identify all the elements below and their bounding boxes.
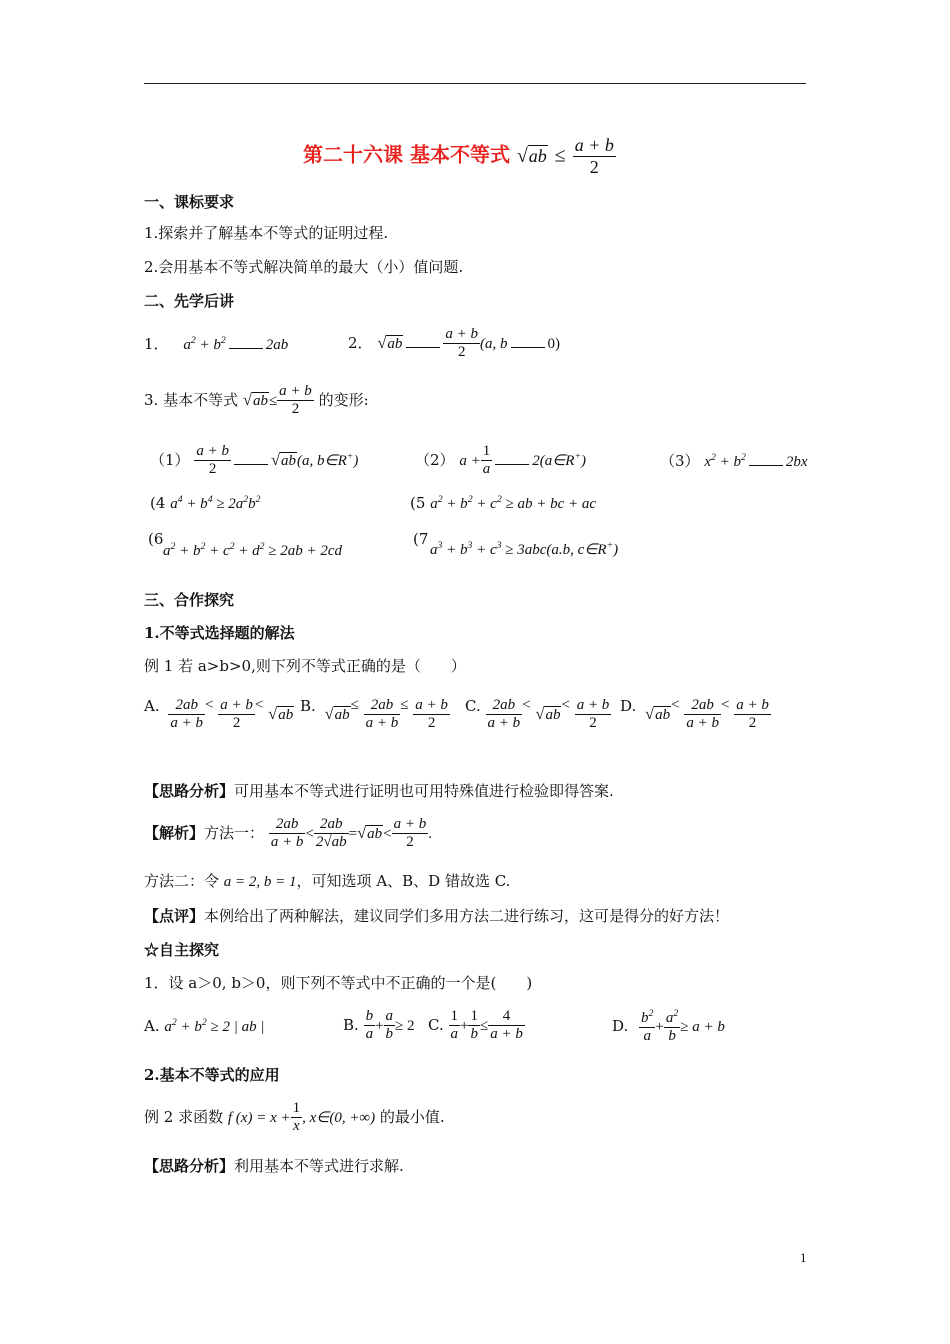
- q1-option-d: D. $\frac{b^2}{a}$ + $\frac{a^2}{b}$ ≥ a + b: [612, 1008, 725, 1045]
- section-heading-3: 三、合作探究: [144, 591, 235, 609]
- variant-3: （3） $x^2 + b^2$ 2bx: [660, 452, 808, 470]
- section-heading-2: 二、先学后讲: [144, 292, 235, 310]
- ex1-comment: 【点评】本例给出了两种解法，建议同学们多用方法二进行练习，这可是得分的好方法！: [144, 907, 730, 925]
- pre-item-2: 2． √ab $\frac{a + b}{2}$ (a, b 0): [348, 326, 561, 361]
- variant-1: （1） $\frac{a + b}{2}$ √ab(a, b∈R+): [150, 443, 359, 478]
- ex1-method2: 方法二：令 a = 2, b = 1，可知选项 A、B、D 错故选 C.: [144, 872, 511, 890]
- pre-item-3: 3. 基本不等式 √ab≤ $\frac{a + b}{2}$ 的变形:: [144, 383, 369, 418]
- variant-6: $a^2 + b^2 + c^2 + d^2 \ge 2ab + 2cd$: [163, 541, 343, 559]
- example-2: 例 2 求函数 f (x) = x + $\frac{1}{x}$ , x∈(0, +∞) 的最小值.: [144, 1100, 445, 1135]
- variant-5: (5 $a^2 + b^2 + c^2$ ≥ ab + bc + ac: [410, 494, 597, 512]
- option-c: C. $\frac{2ab}{a + b}$ < √ab< $\frac{a + b}{2}$: [465, 697, 610, 732]
- sqrt-ab: √ab: [377, 332, 403, 352]
- page-title: 第二十六课 基本不等式 √ab ≤ $\frac{a + b}{2}$: [303, 135, 614, 177]
- variant-7: $a^3 + b^3 + c^3 \ge 3abc(a.b$, c∈R+): [430, 540, 619, 558]
- self-explore-heading: ☆自主探究: [144, 941, 220, 959]
- example-1: 例 1 若 a>b>0,则下列不等式正确的是（ ）: [144, 657, 466, 675]
- option-d: D. √ab< $\frac{2ab}{a + b}$ < $\frac{a + b}{2}$: [620, 697, 769, 732]
- ex1-analysis: 【思路分析】可用基本不等式进行证明也可用特殊值进行检验即得答案.: [144, 782, 614, 800]
- subsection-2: 2.基本不等式的应用: [144, 1066, 280, 1084]
- ex1-solution: 【解析】方法一： $\frac{2ab}{a + b}$ < $\frac{2ab}{2√ab}$ =√ab< $\frac{a + b}{2}$ .: [144, 816, 433, 851]
- q1-option-b: B. $\frac{b}{a}$ + $\frac{a}{b}$ ≥ 2: [343, 1008, 415, 1043]
- objective-1: 1.探索并了解基本不等式的证明过程.: [144, 224, 389, 242]
- title-fraction: $\frac{a + b}{2}$: [574, 135, 614, 177]
- page-number: 1: [800, 1250, 807, 1265]
- variant-7-label: (7: [413, 530, 429, 548]
- variant-2: （2） a + $\frac{1}{a}$ 2(a∈R+): [415, 443, 587, 478]
- variant-6-label: (6: [148, 530, 164, 548]
- objective-2: 2.会用基本不等式解决简单的最大（小）值问题.: [144, 258, 464, 276]
- option-a: A. $\frac{2ab}{a + b}$ < $\frac{a + b}{2}$ < √ab: [144, 697, 294, 732]
- section-heading-1: 一、课标要求: [144, 193, 235, 211]
- pre-item-1: 1． $a^2 + b^2$ 2ab: [144, 335, 289, 353]
- q1-option-c: C. $\frac{1}{a}$ + $\frac{1}{b}$ ≤ $\frac{4}{a + b}$: [428, 1008, 523, 1043]
- title-text: 第二十六课 基本不等式: [303, 142, 510, 167]
- option-b: B. √ab≤ $\frac{2ab}{a + b}$ ≤ $\frac{a + b}{2}$: [300, 697, 448, 732]
- subsection-1: 1.不等式选择题的解法: [144, 624, 295, 642]
- question-1: 1．设 a＞0, b＞0，则下列不等式中不正确的一个是( ): [144, 974, 533, 992]
- ex2-analysis: 【思路分析】利用基本不等式进行求解.: [144, 1157, 404, 1175]
- variant-4: (4 $a^4 + b^4 \ge 2a^2b^2$: [150, 494, 261, 512]
- header-rule: [144, 83, 806, 84]
- q1-option-a: A. $a^2 + b^2 \ge 2$ | ab |: [144, 1017, 265, 1035]
- title-sqrt: √ab: [516, 144, 547, 167]
